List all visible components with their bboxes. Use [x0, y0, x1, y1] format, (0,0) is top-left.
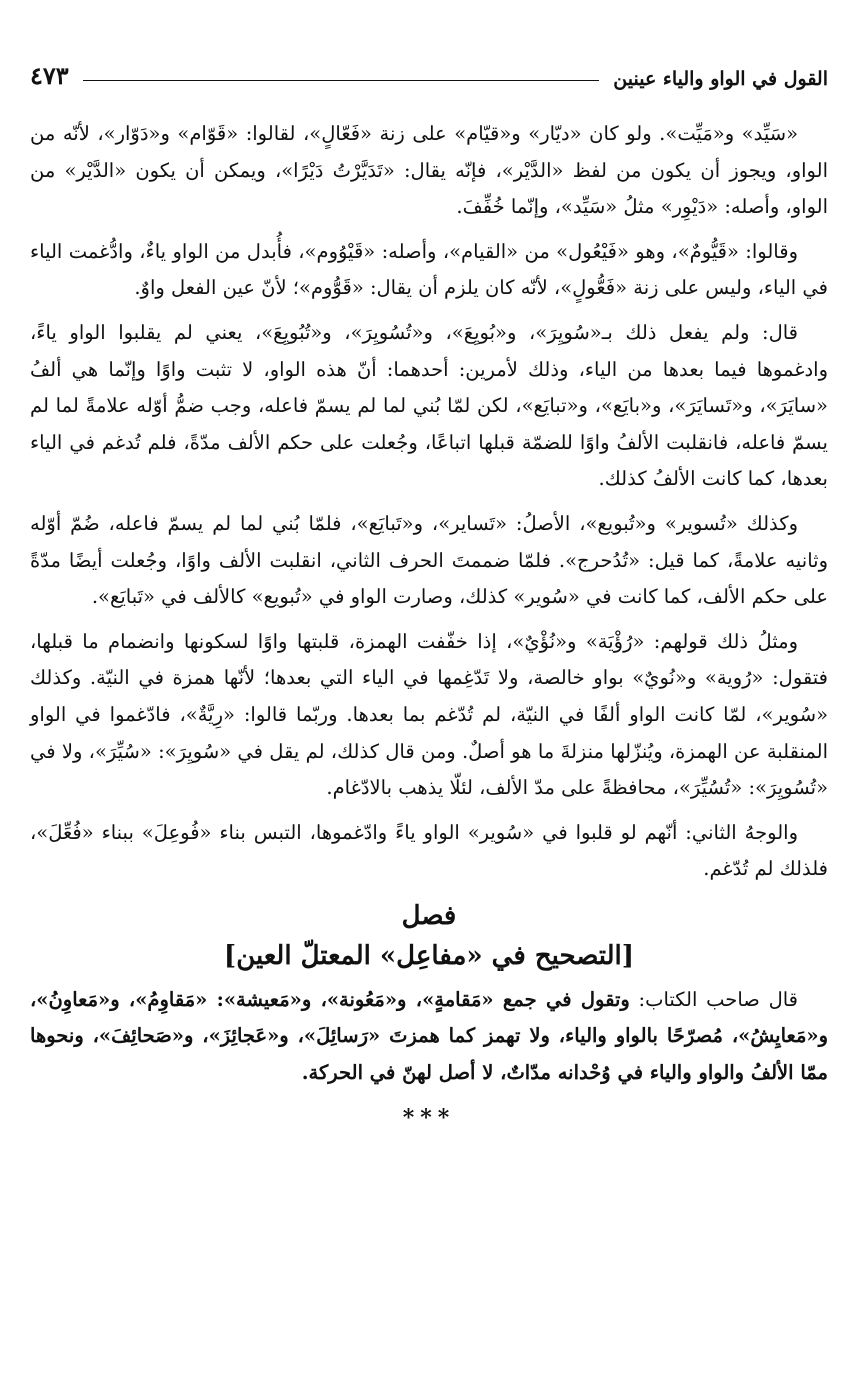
paragraph-1: «سَيِّد» و«مَيِّت». ولو كان «ديّار» و«قيّام» على زنة «فَعّالٍ»، لقالوا: «قَوّام» و«دَوّار»، لأنّه من الواو، ويجوز أن يكون من لفظ «الدَّيْر»، فإنّه يقال: «تَدَيَّرْتُ دَيْرًا»، ويمكن أن يكون «الدَّيْر» من الواو، وأصله: «دَيْوِر» مثلُ «سَيِّد»، وإنّما خُفِّفَ. — [30, 122, 828, 219]
paragraph-4: وكذلك «تُسوير» و«تُبويع»، الأصلُ: «تَساير»، و«تَبايَع»، فلمّا بُني لما لم يسمّ فاعله، ضُمّ أوّله وثانيه علامةً، كما قيل: «تُدُحرج». فلمّا ضممتَ الحرف الثاني، انقلبت الألف واوًا، وجُعلت أيضًا مدّةً على حكم الألف، كما كانت في «سُوير» كذلك، وصارت الواو في «تُبويع» كالألف في «تَبايَع». — [30, 511, 828, 609]
page-body — [30, 116, 828, 1136]
matn-lead: قال صاحب الكتاب: — [629, 987, 798, 1011]
paragraph-3: قال: ولم يفعل ذلك بـ«سُويِرَ»، و«بُويِعَ»، و«تُسُويِرَ»، و«تُبُويِعَ»، يعني لم يقلبوا الواو ياءً، وادغموها فيما بعدها من الياء، وذلك لأمرين: أحدهما: أنّ هذه الواو، لا تثبت واوًا وإنّما هي ألفُ «سايَرَ»، و«تَسايَرَ»، و«بايَع»، و«تبايَع»، لكن لمّا بُني لما لم يسمّ فاعله، وجب ضمُّ أوّله علامةً لما لم يسمّ فاعله، فانقلبت الألفُ واوًا للضمّة قبلها اتباعًا، وجُعلت على حكم الألف مدّةً، فلم تُدغم في الياء بعدها، كما كانت الألفُ كذلك. — [30, 320, 828, 491]
matn-text: وتقول في جمع «مَقامةٍ»، و«مَعُونة»، و«مَعيشة»: «مَقاوِمُ»، و«مَعاوِنُ»، و«مَعايِشُ»، مُصرّحًا بالواو والياء، ولا تهمز كما همزتَ «رَسائِلَ»، و«عَجائِزَ»، و«صَحائِفَ»، ونحوها ممّا الألفُ والواو والياء في وُحْدانه مدّاتٌ، لا أصل لهنّ في الحركة. — [30, 987, 828, 1085]
header-rule — [83, 80, 600, 81]
section-title: فصل — [401, 900, 457, 931]
section-subtitle: [التصحيح في «مفاعِل» المعتلّ العين] — [223, 940, 635, 971]
header-title: القول في الواو والياء عينين — [613, 68, 828, 90]
paragraph-5: ومثلُ ذلك قولهم: «رُؤْيَة» و«نُؤْيٌ»، إذا خفّفت الهمزة، قلبتها واوًا لسكونها وانضمام ما قبلها، فتقول: «رُوية» و«نُويٌ» بواو خالصة، ولا تَدّغِمها في الياء التي بعدها؛ لأنّها همزة في النيّة. وكذلك «سُوير»، لمّا كانت الواو ألفًا في النيّة، لم تُدّغم بما بعدها. وربّما قالوا: «رِيَّةٌ»، فادّغموا في الواو المنقلبة عن الهمزة، ويُنزّلها منزلةَ ما هو أصلٌ. ومن قال كذلك، لم يقل في «سُويِرَ»: «سُيِّرَ»، ولا في «تُسُويِرَ»: «تُسُيِّرَ»، محافظةً على مدّ الألف، لئلّا يذهب بالادّغام. — [30, 629, 828, 800]
section-end-ornament: *** — [402, 1104, 456, 1131]
running-header — [30, 60, 828, 90]
matn-paragraph — [30, 982, 828, 1092]
page-number: ٤٧٣ — [30, 61, 69, 90]
paragraph-2: وقالوا: «قَيُّومٌ»، وهو «فَيْعُول» من «القيام»، وأصله: «قَيْوُوم»، فأُبدل من الواو ياءٌ، وادُّغمت الياء في الياء، وليس على زنة «فَعُّولٍ»، لأنّه كان يلزم أن يقال: «قَوُّوم»؛ لأنّ عين الفعل واوٌ. — [30, 239, 828, 300]
paragraph-6: والوجهُ الثاني: أنّهم لو قلبوا في «سُوير» الواو ياءً وادّغموها، التبس بناء «فُوعِلَ» ببناء «فُعِّلَ»، فلذلك لم تُدّغم. — [30, 820, 828, 881]
